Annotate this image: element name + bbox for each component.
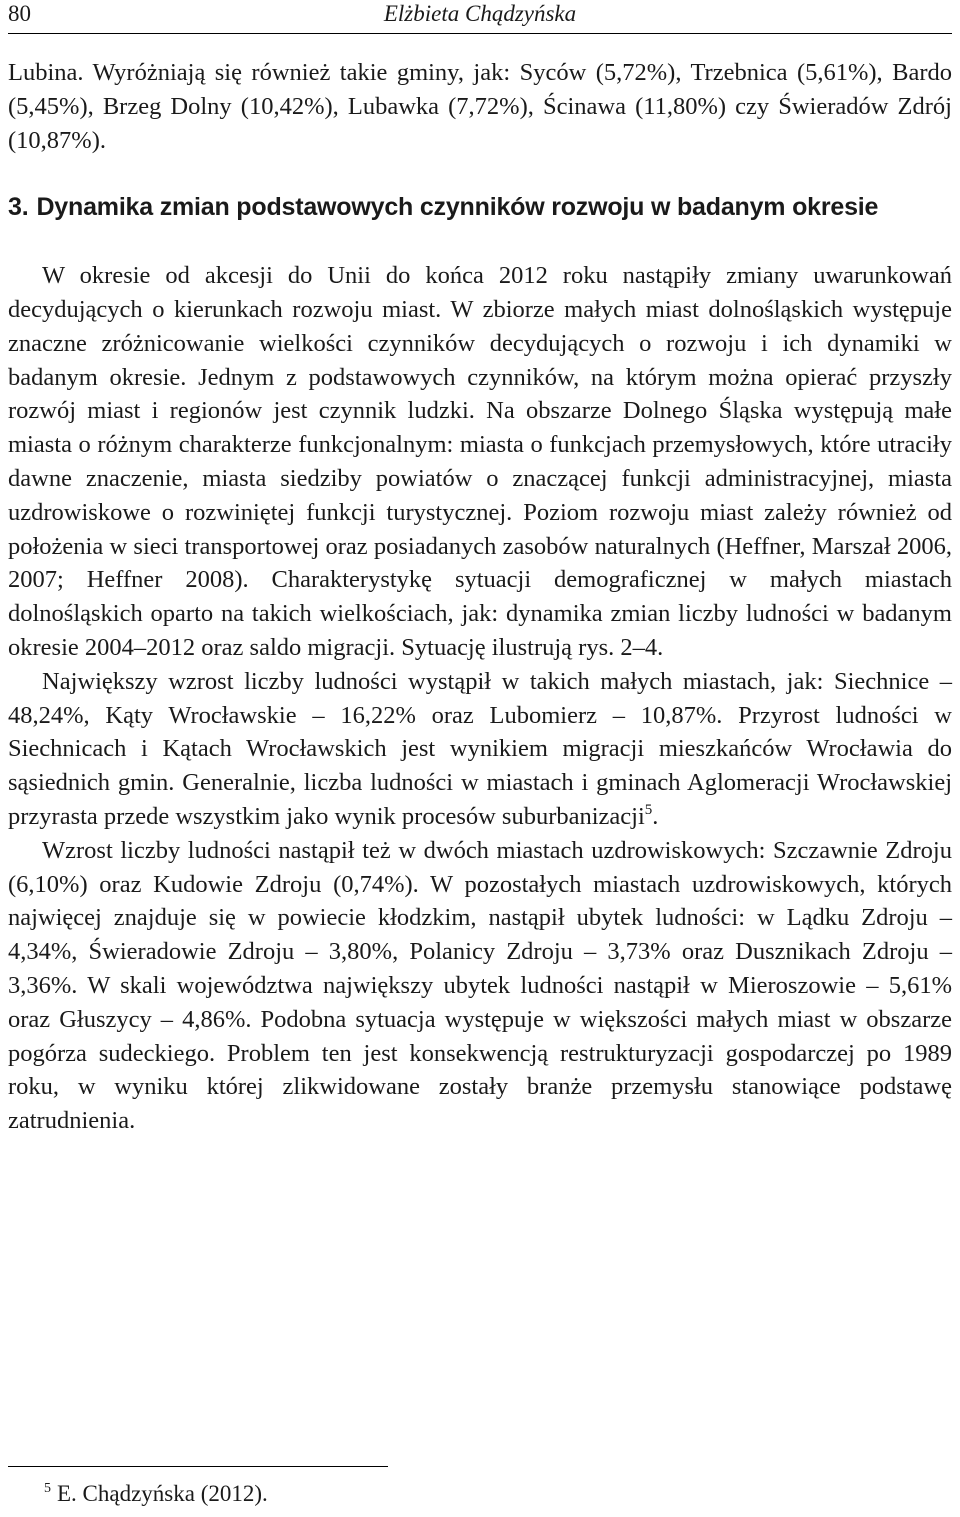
footnote-rule (8, 1466, 388, 1467)
running-head-author: Elżbieta Chądzyńska (383, 1, 577, 26)
page-number: 80 (8, 1, 31, 26)
running-head (8, 0, 952, 30)
section-title: Dynamika zmian podstawowych czynników rozwoju w badanym okresie (36, 193, 879, 222)
footnote-number: 5 (44, 1481, 51, 1496)
paragraph-2-text: Największy wzrost liczby ludności wystąpił w takich małych miastach, jak: Siechnice – 48,24%, Kąty Wrocławskie – 16,22% oraz Lubomierz – 10,87%. Przyrost ludności w Siechnicach i Kątach Wrocławskich jest wynikiem migracji mieszkańców Wrocławia do sąsiednich gmin. Generalnie, liczba ludności w miastach i gminach Aglomeracji Wrocławskiej przyrasta przede wszystkim jako wynik procesów suburbanizacji (8, 667, 952, 830)
paragraph-1: W okresie od akcesji do Unii do końca 2012 roku nastąpiły zmiany uwarunkowań decydujących o kierunkach rozwoju miast. W zbiorze małych miast dolnośląskich występuje znaczne zróżnicowanie wielkości czynników decydujących o rozwoju i ich dynamiki w badanym okresie. Jednym z podstawowych czynników, na którym można opierać przyszły rozwój miast i regionów jest czynnik ludzki. Na obszarze Dolnego Śląska występują małe miasta o różnym charakterze funkcjonalnym: miasta o funkcjach przemysłowych, które utraciły dawne znaczenie, miasta siedziby powiatów o znaczącej funkcji administracyjnej, miasta uzdrowiskowe o rozwiniętej funkcji turystycznej. Poziom rozwoju miast zależy również od położenia w sieci transportowej oraz posiadanych zasobów naturalnych (Heffner, Marszał 2006, 2007; Heffner 2008). Charakterystykę sytuacji demograficznej w małych miastach dolnośląskich oparto na takich wielkościach, jak: dynamika zmian liczby ludności w badanym okresie 2004–2012 oraz saldo migracji. Sytuację ilustrują rys. 2–4. (8, 262, 952, 661)
paragraph-intro: Lubina. Wyróżniają się również takie gminy, jak: Syców (5,72%), Trzebnica (5,61%), Bardo (5,45%), Brzeg Dolny (10,42%), Lubawka (7,72%), Ścinawa (11,80%) czy Świeradów Zdrój (10,87%). (8, 59, 952, 154)
footnote (44, 1480, 268, 1508)
paragraph-2-end: . (652, 802, 659, 830)
footnote-reference[interactable]: 5 (644, 801, 653, 818)
body-text (8, 56, 952, 1138)
header-rule (8, 33, 952, 34)
section-number: 3. (8, 193, 29, 222)
footnote-text: E. Chądzyńska (2012). (57, 1481, 268, 1506)
paragraph-2 (8, 665, 952, 834)
section-heading (8, 191, 952, 225)
paragraph-3: Wzrost liczby ludności nastąpił też w dwóch miastach uzdrowiskowych: Szczawnie Zdroju (6,10%) oraz Kudowie Zdroju (0,74%). W pozostałych miastach uzdrowiskowych, których najwięcej znajduje się w powiecie kłodzkim, nastąpił ubytek ludności: w Lądku Zdroju – 4,34%, Świeradowie Zdroju – 3,80%, Polanicy Zdroju – 3,73% oraz Dusznikach Zdroju – 3,36%. W skali województwa największy ubytek ludności nastąpił w Mieroszowie – 5,61% oraz Głuszycy – 4,86%. Podobna sytuacja występuje w większości małych miast w obszarze pogórza sudeckiego. Problem ten jest konsekwencją restrukturyzacji gospodarczej po 1989 roku, w wyniku której zlikwidowane zostały branże przemysłu stanowiące podstawę zatrudnienia. (8, 836, 952, 1135)
